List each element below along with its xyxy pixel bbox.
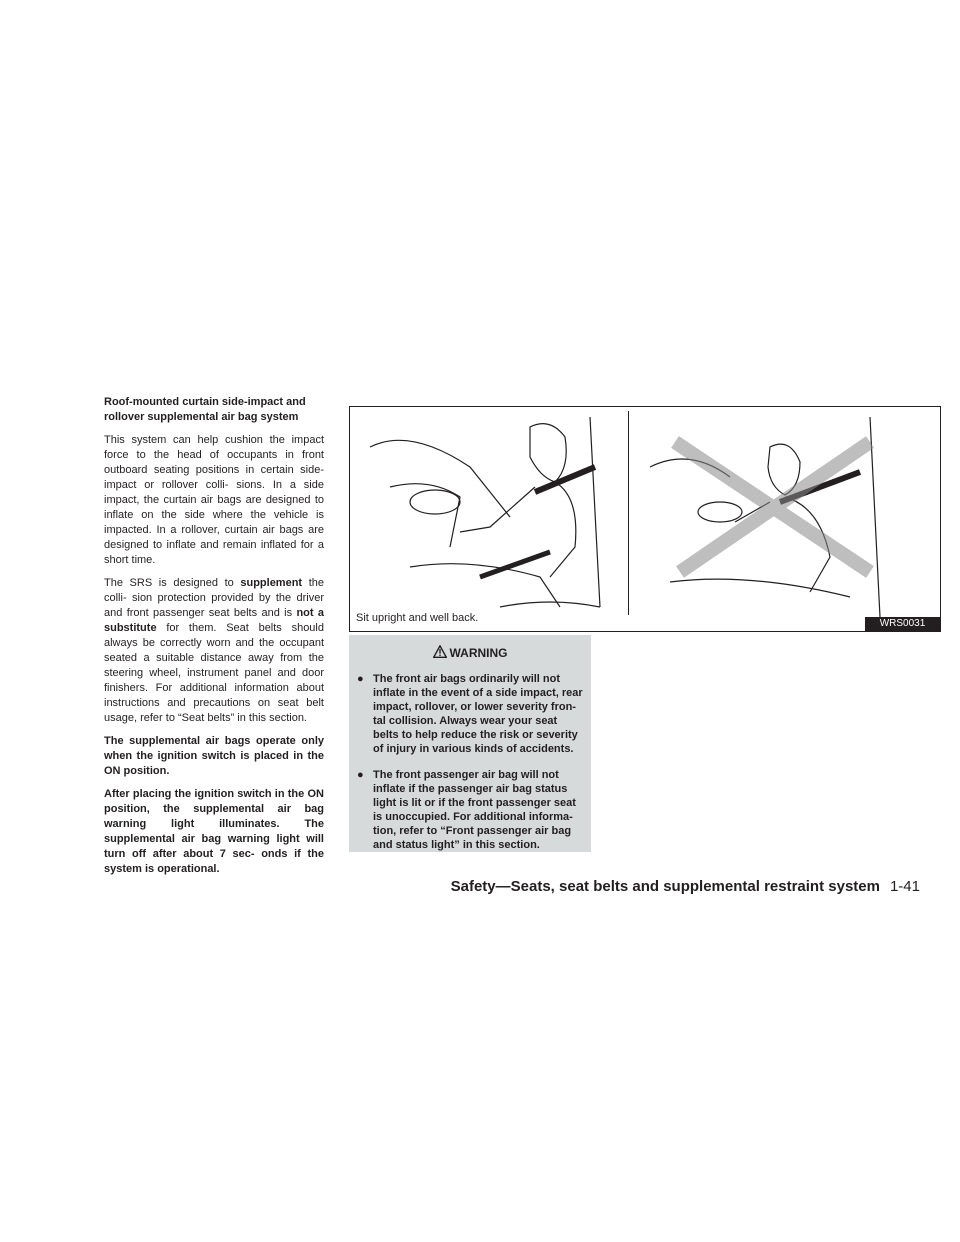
warning-item <box>357 768 583 852</box>
figure-caption: Sit upright and well back. <box>356 612 479 624</box>
text: for them. Seat belts should always be correctly worn and the occupant seated a suitable distance away from the steering wheel, instrument panel and door finishers. For additional information about instructions and precautions on seat belt usage, refer to “Seat belts” in this section. <box>104 622 324 724</box>
emphasis-supplement: supplement <box>240 577 303 589</box>
illustration-drawing <box>350 407 940 631</box>
warning-item <box>357 672 583 756</box>
paragraph-3: The supplemental air bags operate only when the ignition switch is placed in the ON position. <box>104 735 324 777</box>
section-heading: Roof-mounted curtain side-impact and rollover supplemental air bag system <box>104 396 306 423</box>
paragraph-4: After placing the ignition switch in the ON position, the supplemental air bag warning light illuminates. The supplemental air bag warning light will turn off after about 7 sec- onds if the system is operational. <box>104 788 324 875</box>
paragraph-2 <box>104 576 324 726</box>
emphasis-not-substitute: not a substitute <box>104 607 324 634</box>
text: the colli- sion protection provided by the driver and front passenger seat belts and is <box>104 577 324 619</box>
bullet-icon: ● <box>357 769 364 781</box>
page-number: 1-41 <box>889 878 920 895</box>
warning-item-text: The front air bags ordinarily will not inflate in the event of a side impact, rear impact, rollover, or lower severity fron- tal collision. Always wear your seat belts to help reduce the risk or severity of injury in various kinds of accidents. <box>373 673 583 755</box>
bullet-icon: ● <box>357 673 364 685</box>
text: The SRS is designed to <box>104 577 241 589</box>
figure-code: WRS0031 <box>865 617 940 631</box>
left-column <box>104 395 324 885</box>
page-footer <box>451 878 920 895</box>
warning-title-text: WARNING <box>449 646 508 660</box>
figure-divider <box>628 411 629 615</box>
seating-illustration <box>349 406 941 632</box>
warning-box <box>349 635 591 852</box>
warning-title <box>357 645 583 660</box>
warning-triangle-icon <box>433 645 447 658</box>
warning-item-text: The front passenger air bag will not inflate if the passenger air bag status light is lit or if the front passenger seat is unoccupied. For additional informa- tion, refer to “Front passenger air bag and status light” in this section. <box>373 769 576 851</box>
paragraph-1: This system can help cushion the impact force to the head of occupants in front outboard seating positions in certain side-impact or rollover colli- sions. In a side impact, the curtain air bags are designed to inflate on the side where the vehicle is impacted. In a rollover, curtain air bags are designed to inflate and remain inflated for a short time. <box>104 434 324 566</box>
footer-title: Safety—Seats, seat belts and supplemental restraint system <box>450 878 880 895</box>
